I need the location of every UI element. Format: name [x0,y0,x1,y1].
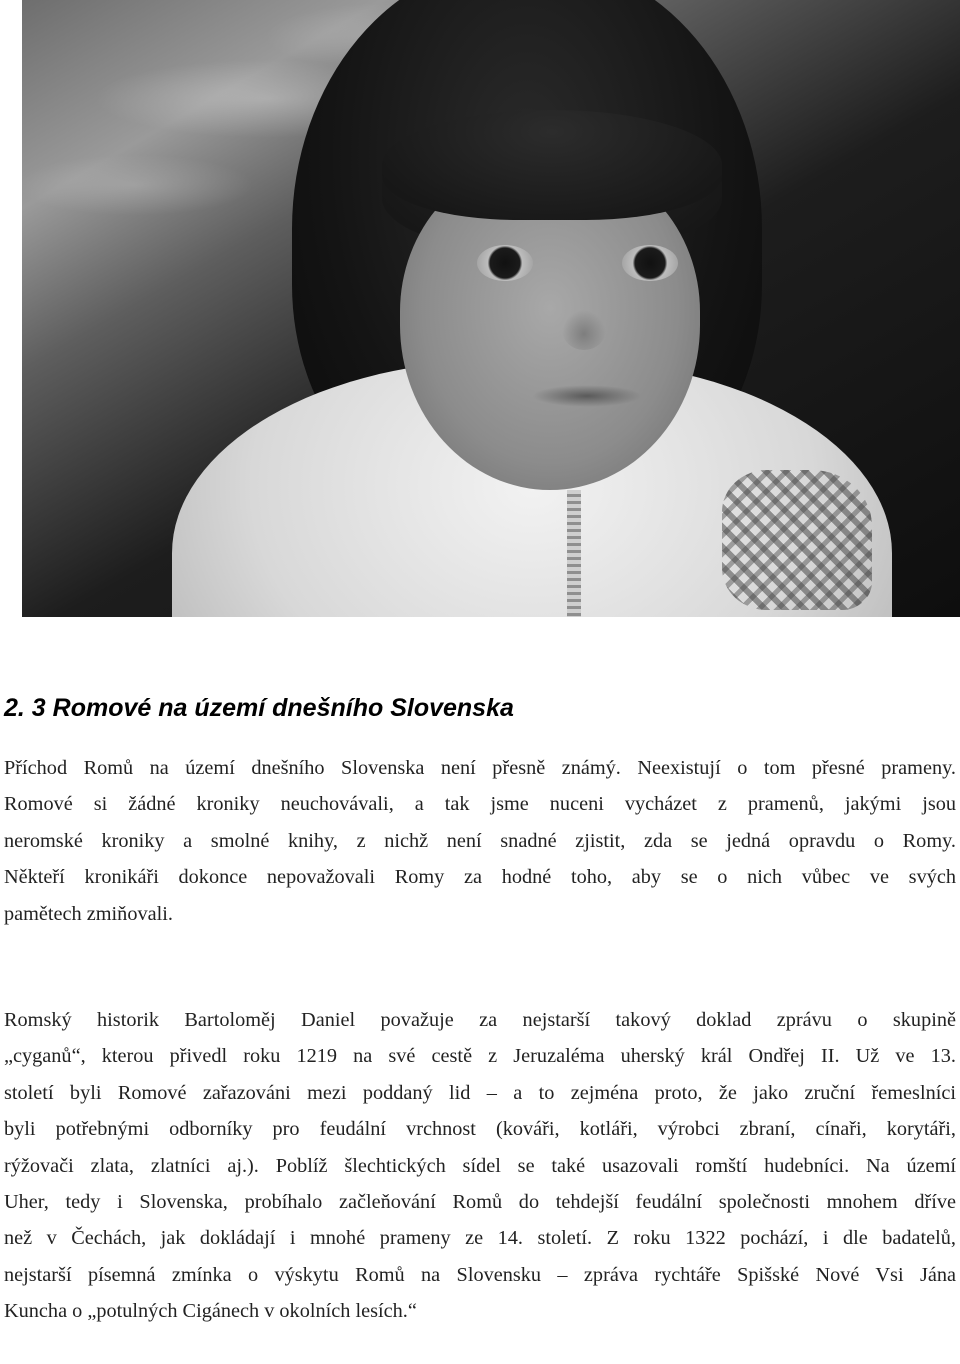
paragraph-line: nejstarší písemná zmínka o výskytu Romů na Slovensku – zpráva rychtáře Spišské Nové Vsi Jána [4,1263,956,1286]
photo-right-eye [622,245,678,281]
paragraph-1 [4,750,956,932]
photo-fringe-overlay [382,110,722,220]
paragraph-line: než v Čechách, jak dokládají i mnohé prameny ze 14. století. Z roku 1322 pochází, i dle badatelů, [4,1227,956,1250]
photo-nose [562,310,606,350]
photo-child-portrait [22,0,960,617]
paragraph-line: Příchod Romů na území dnešního Slovenska není přesně známý. Neexistují o tom přesné prameny. [4,757,956,779]
paragraph-line: Kuncha o „potulných Cigánech v okolních lesích.“ [4,1300,417,1323]
paragraph-line: byli potřebnými odborníky pro feudální vrchnost (kováři, kotláři, výrobci zbraní, cínaři, korytáři, [4,1118,956,1141]
paragraph-line: Romové si žádné kroniky neuchovávali, a tak jsme nuceni vycházet z pramenů, jakými jsou [4,793,956,816]
paragraph-line: neromské kroniky a smolné knihy, z nichž není snadné zjistit, zda se jedná opravdu o Romy. [4,829,956,852]
photo-left-eye [477,245,533,281]
photo-mouth [532,385,642,407]
photo-shirt-print [722,470,872,610]
paragraph-line: Někteří kronikáři dokonce nepovažovali Romy za hodné toho, aby se o nich vůbec ve svých [4,866,956,889]
paragraph-line: století byli Romové zařazováni mezi poddaný lid – a to zejména proto, že jako zruční řemeslníci [4,1081,956,1104]
photo-zipper [567,490,581,617]
paragraph-line: Uher, tedy i Slovenska, probíhalo začleňování Romů do tehdejší feudální společnosti mnohem dříve [4,1190,956,1213]
paragraph-line: rýžovači zlata, zlatníci aj.). Poblíž šlechtických sídel se také usazovali romští hudebníci. Na území [4,1154,956,1177]
section-heading: 2. 3 Romové na území dnešního Slovenska [4,694,514,722]
paragraph-line: pamětech zmiňovali. [4,902,173,925]
paragraph-line: „cyganů“, kterou přivedl roku 1219 na své cestě z Jeruzaléma uherský král Ondřej II. Už ve 13. [4,1045,956,1068]
paragraph-line: Romský historik Bartoloměj Daniel považuje za nejstarší takový doklad zprávu o skupině [4,1009,956,1031]
paragraph-2 [4,1002,956,1330]
